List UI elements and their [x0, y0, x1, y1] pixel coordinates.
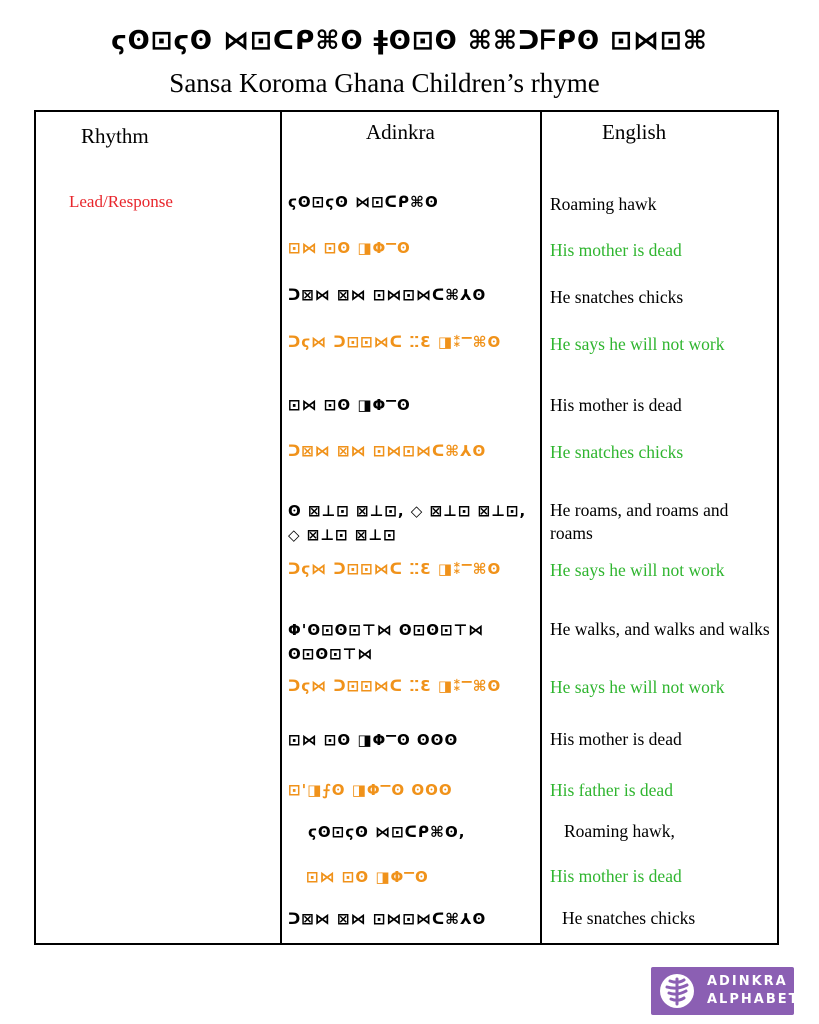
english-line: He says he will not work [550, 334, 725, 354]
english-line: He snatches chicks [562, 908, 696, 928]
adinkra-line: ᑐϛ⋈ ᑐ⊡⊡⋈ᑕ ⵆƐ ◨⁑Ⲻ⌘ʘ [288, 560, 502, 578]
adinkra-line: ⊡⋈ ⊡ʘ ◨ΦⲺʘ [306, 868, 429, 886]
english-line: His mother is dead [550, 866, 682, 886]
column-header-rhythm: Rhythm [81, 124, 149, 148]
rhyme-table [34, 110, 779, 945]
column-header-adinkra: Adinkra [366, 120, 435, 144]
column-header-english: English [602, 120, 667, 144]
page-title: Sansa Koroma Ghana Children’s rhyme [169, 68, 600, 98]
logo-line-1: ADINKRA [707, 974, 788, 989]
adinkra-line: ⊡⋈ ⊡ʘ ◨ΦⲺʘ [288, 396, 411, 414]
english-line: His mother is dead [550, 395, 682, 415]
english-line: He says he will not work [550, 560, 725, 580]
adinkra-line: ϛʘ⊡ϛʘ ⋈⊡ᑕᑭ⌘ʘ, [308, 823, 466, 841]
adinkra-line: ᑐ⊠⋈ ⊠⋈ ⊡⋈⊡⋈ᑕ⌘⅄ʘ [288, 442, 487, 460]
english-line: He walks, and walks and walks [550, 619, 770, 639]
adinkra-line: ʘ ⊠⊥⊡ ⊠⊥⊡, ◇ ⊠⊥⊡ ⊠⊥⊡, ◇ ⊠⊥⊡ ⊠⊥⊡ [288, 502, 527, 544]
adinkra-line: ᑐ⊠⋈ ⊠⋈ ⊡⋈⊡⋈ᑕ⌘⅄ʘ [288, 286, 487, 304]
column-divider [280, 112, 282, 943]
adinkra-emblem-icon [657, 971, 697, 1011]
english-line: He says he will not work [550, 677, 725, 697]
adinkra-line: Φ'ʘ⊡ʘ⊡⊤⋈ ʘ⊡ʘ⊡⊤⋈ ʘ⊡ʘ⊡⊤⋈ [288, 621, 485, 663]
english-line: Roaming hawk, [564, 821, 675, 841]
english-line: His father is dead [550, 780, 673, 800]
adinkra-line: ⊡⋈ ⊡ʘ ◨ΦⲺʘ ʘʘʘ [288, 731, 459, 749]
english-line: He snatches chicks [550, 442, 684, 462]
english-line: His mother is dead [550, 240, 682, 260]
adinkra-line: ᑐϛ⋈ ᑐ⊡⊡⋈ᑕ ⵆƐ ◨⁑Ⲻ⌘ʘ [288, 677, 502, 695]
adinkra-line: ᑐ⊠⋈ ⊠⋈ ⊡⋈⊡⋈ᑕ⌘⅄ʘ [288, 910, 487, 928]
adinkra-script-title: ϛʘ⊡ϛʘ ⋈⊡ᑕᑭ⌘ʘ ǂʘ⊡ʘ ⌘⌘ᑐᖴᑭʘ ⊡⋈⊡⌘ [111, 26, 708, 56]
adinkra-line: ⊡'◨⨍ʘ ◨ΦⲺʘ ʘʘʘ [288, 781, 453, 799]
english-line: Roaming hawk [550, 194, 657, 214]
english-line: He roams, and roams and roams [550, 500, 729, 543]
column-divider [540, 112, 542, 943]
english-line: His mother is dead [550, 729, 682, 749]
adinkra-line: ϛʘ⊡ϛʘ ⋈⊡ᑕᑭ⌘ʘ [288, 193, 439, 211]
english-line: He snatches chicks [550, 287, 684, 307]
rhythm-label: Lead/Response [69, 192, 173, 211]
adinkra-line: ᑐϛ⋈ ᑐ⊡⊡⋈ᑕ ⵆƐ ◨⁑Ⲻ⌘ʘ [288, 333, 502, 351]
adinkra-alphabet-logo [651, 967, 800, 1015]
adinkra-line: ⊡⋈ ⊡ʘ ◨ΦⲺʘ [288, 239, 411, 257]
logo-line-2: ALPHABET [707, 992, 800, 1007]
